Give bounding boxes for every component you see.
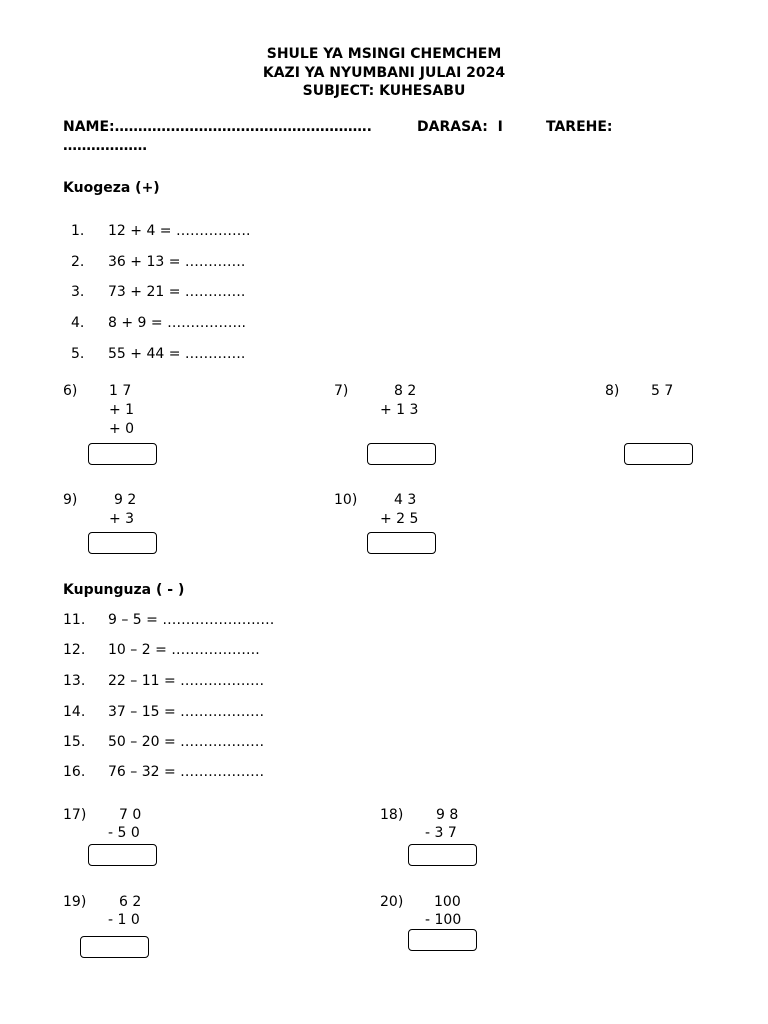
school-name: SHULE YA MSINGI CHEMCHEM	[266, 46, 502, 62]
question-text: 73 + 21 = ………….	[108, 284, 246, 300]
question-number: 1.	[71, 223, 85, 239]
operand-line: 8 2	[394, 383, 417, 399]
addition-title: Kuogeza (+)	[63, 180, 160, 196]
answer-box[interactable]	[624, 443, 693, 465]
operand-line: 9 8	[436, 807, 459, 823]
question-text: 37 – 15 = ………………	[108, 704, 265, 720]
operand-line: + 2 5	[380, 511, 419, 527]
question-number: 9)	[63, 492, 78, 508]
question-number: 6)	[63, 383, 78, 399]
date-field: TAREHE:	[546, 119, 613, 135]
question-number: 3.	[71, 284, 85, 300]
operand-line: + 1	[109, 402, 135, 418]
operand-line: 6 2	[119, 894, 142, 910]
question-text: 36 + 13 = ………….	[108, 254, 246, 270]
question-text: 55 + 44 = ………….	[108, 346, 246, 362]
question-number: 15.	[63, 734, 86, 750]
operand-line: 100	[434, 894, 461, 910]
answer-box[interactable]	[80, 936, 149, 958]
operand-line: + 1 3	[380, 402, 419, 418]
date-dots: ………………	[63, 138, 147, 154]
class-field: DARASA: I	[417, 119, 503, 135]
question-number: 17)	[63, 807, 87, 823]
question-text: 9 – 5 = ……………………	[108, 612, 275, 628]
question-number: 19)	[63, 894, 87, 910]
answer-box[interactable]	[88, 532, 157, 554]
operand-line: 4 3	[394, 492, 417, 508]
question-number: 5.	[71, 346, 85, 362]
operand-line: + 3	[109, 511, 135, 527]
answer-box[interactable]	[88, 844, 157, 866]
name-field: NAME:……………………………………………….	[63, 119, 372, 135]
subject-title: SUBJECT: KUHESABU	[302, 83, 466, 99]
question-number: 13.	[63, 673, 86, 689]
operand-line: + 0	[109, 421, 135, 437]
answer-box[interactable]	[367, 443, 436, 465]
operand-line: 9 2	[114, 492, 137, 508]
question-text: 8 + 9 = ……………..	[108, 315, 246, 331]
operand-line: 7 0	[119, 807, 142, 823]
question-text: 50 – 20 = ………………	[108, 734, 265, 750]
question-number: 11.	[63, 612, 86, 628]
question-text: 76 – 32 = ………………	[108, 764, 265, 780]
question-number: 8)	[605, 383, 620, 399]
question-text: 12 + 4 = …………….	[108, 223, 251, 239]
subtraction-title: Kupunguza ( - )	[63, 582, 185, 598]
answer-box[interactable]	[408, 929, 477, 951]
answer-box[interactable]	[367, 532, 436, 554]
operand-line: - 5 0	[108, 825, 140, 841]
question-number: 12.	[63, 642, 86, 658]
question-number: 10)	[334, 492, 358, 508]
homework-title: KAZI YA NYUMBANI JULAI 2024	[262, 65, 506, 81]
operand-line: - 3 7	[425, 825, 457, 841]
operand-line: - 100	[425, 912, 462, 928]
question-number: 20)	[380, 894, 404, 910]
operand-line: 1 7	[109, 383, 132, 399]
question-number: 14.	[63, 704, 86, 720]
question-number: 18)	[380, 807, 404, 823]
question-text: 10 – 2 = ……………….	[108, 642, 260, 658]
answer-box[interactable]	[88, 443, 157, 465]
operand-line: 5 7	[651, 383, 674, 399]
question-text: 22 – 11 = ………………	[108, 673, 265, 689]
operand-line: - 1 0	[108, 912, 140, 928]
question-number: 2.	[71, 254, 85, 270]
question-number: 16.	[63, 764, 86, 780]
question-number: 7)	[334, 383, 349, 399]
question-number: 4.	[71, 315, 85, 331]
answer-box[interactable]	[408, 844, 477, 866]
